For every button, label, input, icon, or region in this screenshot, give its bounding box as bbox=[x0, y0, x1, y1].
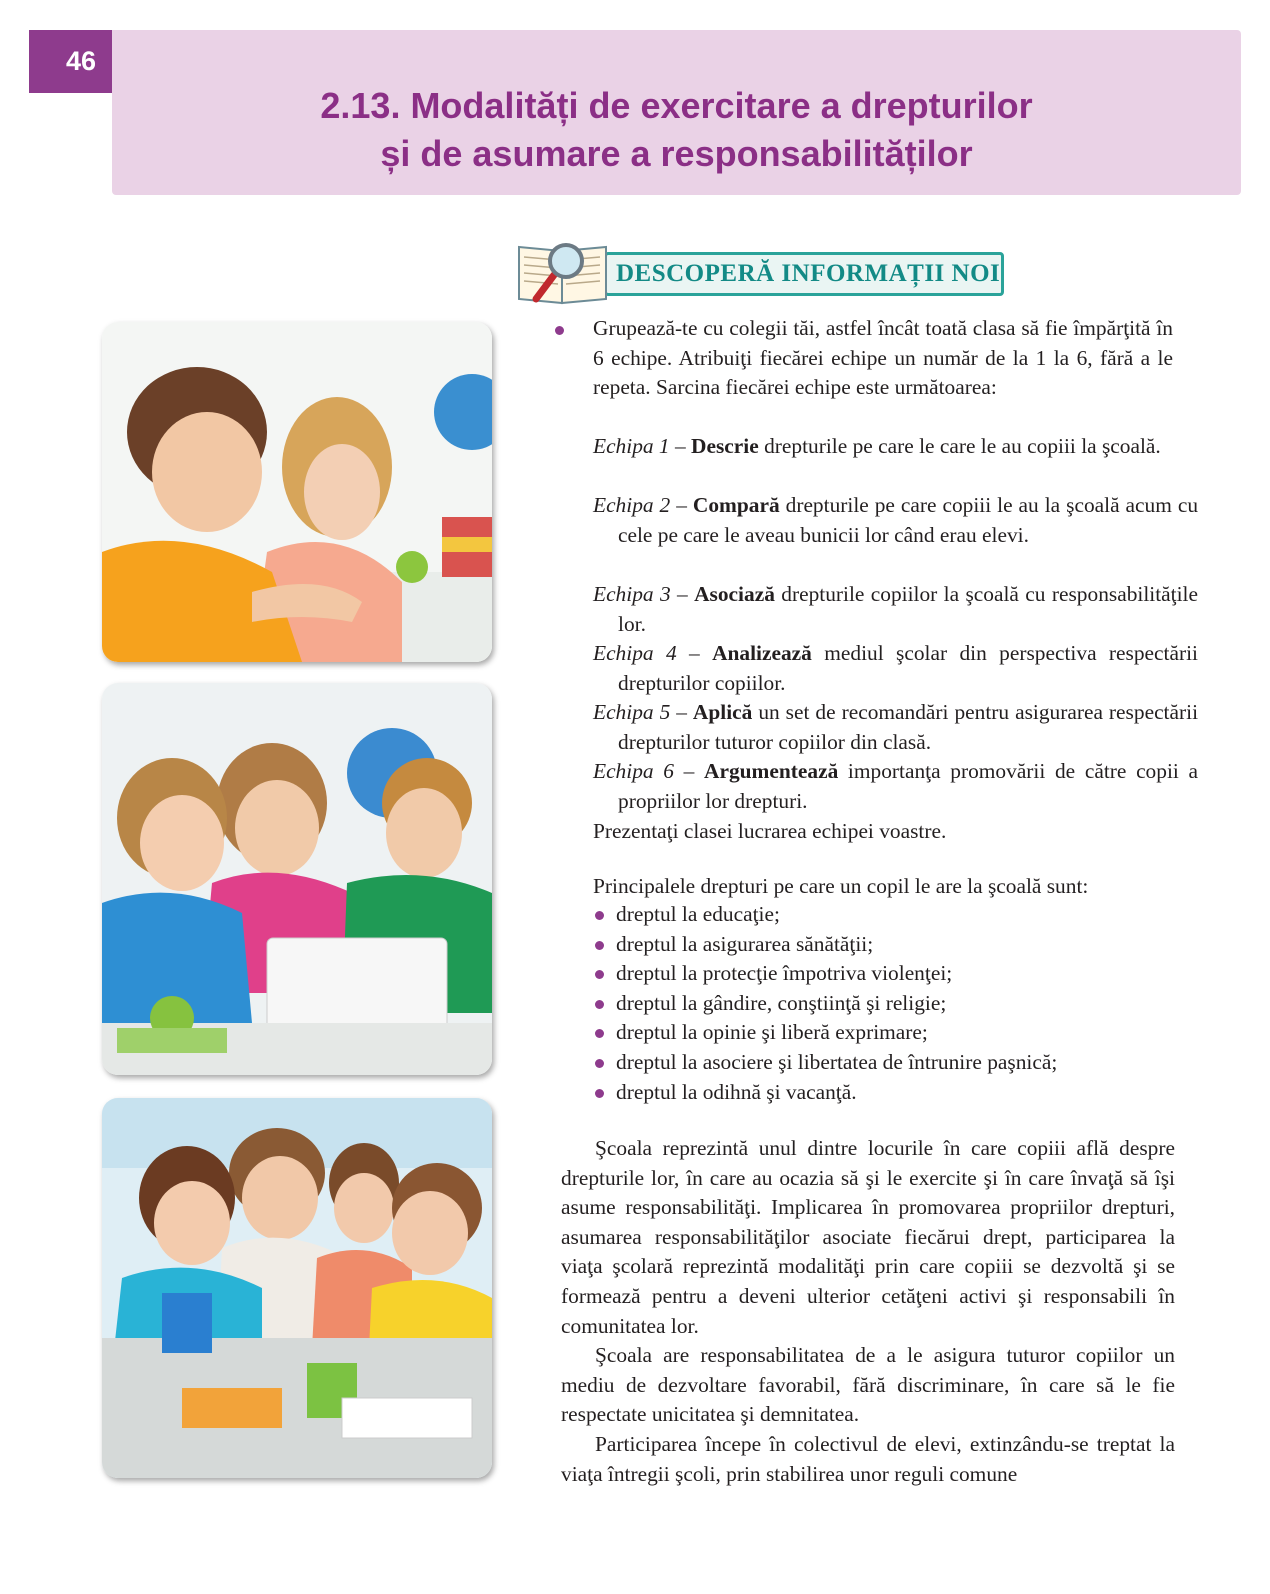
team-name: Echipa 2 bbox=[593, 493, 671, 517]
photo-children-teacher bbox=[102, 1098, 492, 1478]
team-verb: Argumentează bbox=[704, 759, 839, 783]
team-name: Echipa 5 bbox=[593, 700, 671, 724]
list-item: dreptul la educaţie; bbox=[595, 900, 1057, 930]
paragraph: Şcoala are responsabilitatea de a le asigura tuturor copiilor un mediu de dezvoltare favorabil, fără discriminare, în care să le fie respectate unicitatea şi demnitatea. bbox=[561, 1343, 1175, 1427]
team-verb: Compară bbox=[692, 493, 780, 517]
team-name: Echipa 3 bbox=[593, 582, 671, 606]
team-verb: Aplică bbox=[692, 700, 753, 724]
team-dash: – bbox=[669, 434, 692, 458]
title-line-1: 2.13. Modalități de exercitare a drepturilor bbox=[320, 85, 1033, 126]
photo-children-laptop bbox=[102, 683, 492, 1075]
list-item: dreptul la opinie şi liberă exprimare; bbox=[595, 1018, 1057, 1048]
team-description: drepturile copiilor la şcoală cu responsabilităţile lor. bbox=[618, 582, 1198, 636]
team-verb: Asociază bbox=[694, 582, 775, 606]
list-item: dreptul la odihnă şi vacanţă. bbox=[595, 1078, 1057, 1108]
team-name: Echipa 4 bbox=[593, 641, 677, 665]
paragraph: Participarea începe în colectivul de elevi, extinzându-se treptat la viaţa întregii şcoli, prin stabilirea unor reguli comune bbox=[561, 1431, 1175, 1486]
team-description: drepturile pe care le care le au copiii la şcoală. bbox=[758, 434, 1161, 458]
page-number: 46 bbox=[29, 30, 112, 93]
team-description: un set de recomandări pentru asigurarea respectării drepturilor tuturor copiilor din clasă. bbox=[618, 700, 1199, 754]
rights-list bbox=[595, 900, 1057, 1107]
team-description: drepturile pe care copiii le au la şcoală acum cu cele pe care le aveau bunicii lor când erau elevi. bbox=[618, 493, 1199, 547]
bullet-dot bbox=[555, 326, 564, 335]
team-dash: – bbox=[670, 700, 693, 724]
team-task-3 bbox=[593, 580, 1198, 639]
team-name: Echipa 6 bbox=[593, 759, 674, 783]
team-task-2 bbox=[593, 491, 1198, 550]
team-task-4 bbox=[593, 639, 1198, 698]
team-dash: – bbox=[673, 759, 705, 783]
team-description: importanţa promovării de către copii a propriilor lor drepturi. bbox=[618, 759, 1199, 813]
intro-text: Grupează-te cu colegii tăi, astfel încât toată clasa să fie împărţită în 6 echipe. Atribuiţi fiecărei echipe un număr de la 1 la 6, fără a le repeta. Sarcina fiecărei echipe este următoarea: bbox=[593, 316, 1173, 400]
team-verb: Descrie bbox=[691, 434, 759, 458]
list-item: dreptul la asigurarea sănătăţii; bbox=[595, 930, 1057, 960]
title-line-2: și de asumare a responsabilităților bbox=[380, 133, 973, 174]
team-description: mediul şcolar din perspectiva respectării drepturilor copiilor. bbox=[618, 641, 1198, 695]
rights-intro: Principalele drepturi pe care un copil le are la şcoală sunt: bbox=[593, 874, 1089, 898]
photo-children-writing bbox=[102, 322, 492, 662]
page-title bbox=[112, 82, 1241, 178]
list-item: dreptul la gândire, conştiinţă şi religie; bbox=[595, 989, 1057, 1019]
team-name: Echipa 1 bbox=[593, 434, 670, 458]
team-dash: – bbox=[676, 641, 713, 665]
body-paragraphs bbox=[561, 1134, 1175, 1489]
section-header bbox=[514, 237, 1014, 311]
team-dash: – bbox=[670, 582, 695, 606]
team-task-1 bbox=[593, 432, 1198, 462]
paragraph: Şcoala reprezintă unul dintre locurile în care copiii află despre drepturile lor, în care au ocazia să şi le exercite şi în care învaţă să îşi asume responsabilităţi. Implicarea în promovarea propriilor drepturi, asumarea responsabilităţilor asociate fiecărui drept, participarea la viaţa şcolară reprezintă modalităţi prin care copiii se dezvoltă şi se formează pentru a deveni ulterior cetăţeni activi şi responsabili în comunitatea lor. bbox=[561, 1136, 1175, 1338]
team-verb: Analizează bbox=[712, 641, 812, 665]
team-dash: – bbox=[670, 493, 693, 517]
team-task-5 bbox=[593, 698, 1198, 757]
team-task-6 bbox=[593, 757, 1198, 816]
section-label: DESCOPERĂ INFORMAȚII NOI bbox=[616, 260, 1001, 287]
list-item: dreptul la protecţie împotriva violenţei; bbox=[595, 959, 1057, 989]
list-item: dreptul la asociere şi libertatea de întrunire paşnică; bbox=[595, 1048, 1057, 1078]
magnifier-book-icon bbox=[514, 237, 614, 311]
present-text: Prezentaţi clasei lucrarea echipei voastre. bbox=[593, 819, 947, 843]
